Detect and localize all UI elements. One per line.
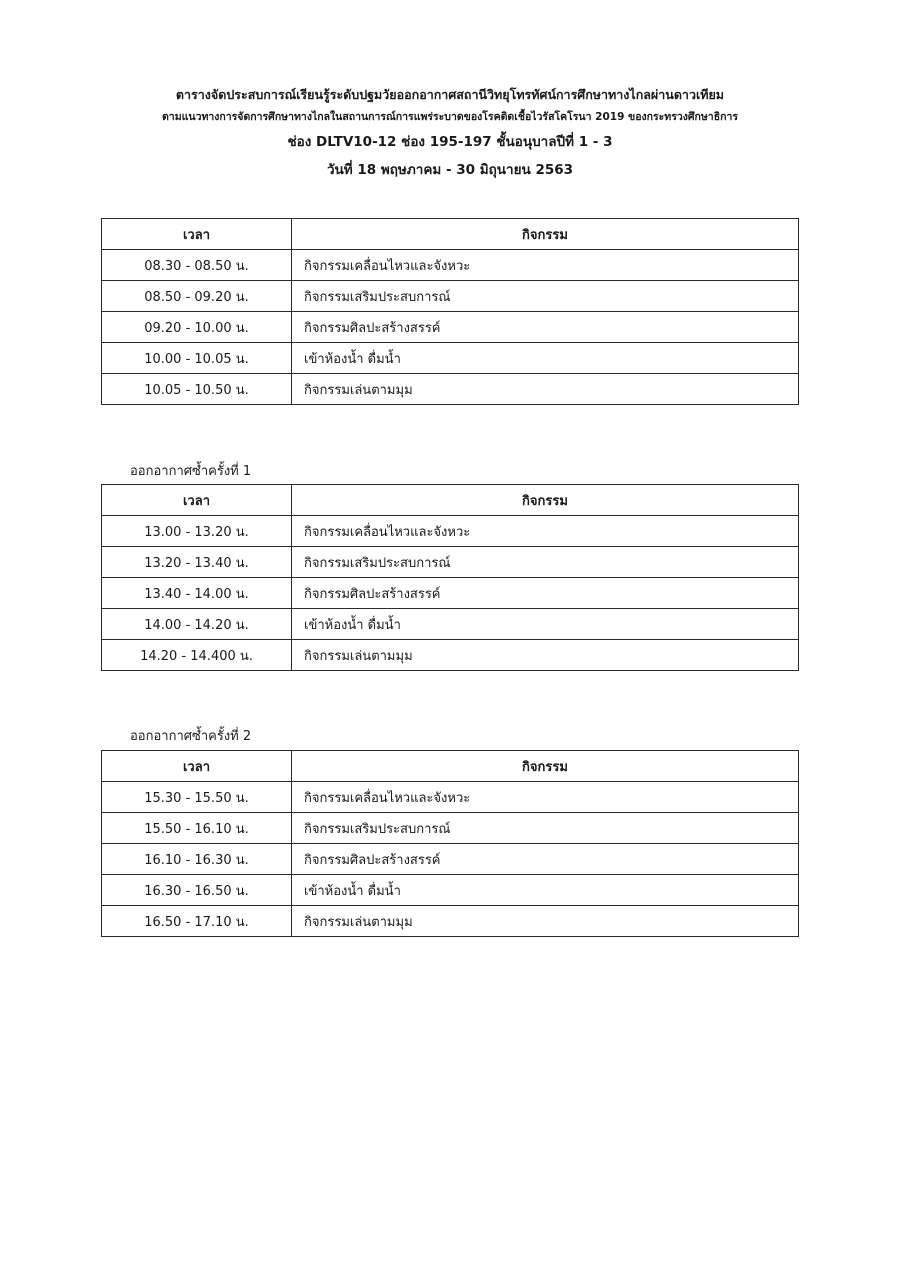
table-row <box>102 312 799 343</box>
time-cell: 13.40 - 14.00 น. <box>102 578 292 609</box>
activity-cell: เข้าห้องน้ำ ดื่มน้ำ <box>292 609 799 640</box>
time-cell: 13.00 - 13.20 น. <box>102 516 292 547</box>
time-column-header: เวลา <box>102 751 292 782</box>
time-cell: 15.30 - 15.50 น. <box>102 782 292 813</box>
table-row <box>102 844 799 875</box>
time-cell: 16.10 - 16.30 น. <box>102 844 292 875</box>
document-subtitle: ตามแนวทางการจัดการศึกษาทางไกลในสถานการณ์การแพร่ระบาดของโรคติดเชื้อไวรัสโคโรนา 2019 ของกระทรวงศึกษาธิการ <box>161 111 739 123</box>
table-row <box>102 516 799 547</box>
time-cell: 09.20 - 10.00 น. <box>102 312 292 343</box>
schedule-table-main <box>101 218 799 405</box>
table-header-row <box>102 219 799 250</box>
activity-cell: กิจกรรมศิลปะสร้างสรรค์ <box>292 578 799 609</box>
time-cell: 16.30 - 16.50 น. <box>102 875 292 906</box>
time-cell: 10.00 - 10.05 น. <box>102 343 292 374</box>
activity-cell: กิจกรรมเล่นตามมุม <box>292 906 799 937</box>
time-cell: 15.50 - 16.10 น. <box>102 813 292 844</box>
time-cell: 14.00 - 14.20 น. <box>102 609 292 640</box>
activity-cell: กิจกรรมเล่นตามมุม <box>292 640 799 671</box>
activity-cell: เข้าห้องน้ำ ดื่มน้ำ <box>292 343 799 374</box>
activity-cell: กิจกรรมเคลื่อนไหวและจังหวะ <box>292 782 799 813</box>
table-row <box>102 640 799 671</box>
activity-column-header: กิจกรรม <box>292 751 799 782</box>
table-header-row <box>102 485 799 516</box>
rebroadcast-1-label: ออกอากาศซ้ำครั้งที่ 1 <box>130 464 252 479</box>
activity-column-header: กิจกรรม <box>292 219 799 250</box>
table-header-row <box>102 751 799 782</box>
table-row <box>102 281 799 312</box>
activity-cell: กิจกรรมศิลปะสร้างสรรค์ <box>292 844 799 875</box>
channel-info: ช่อง DLTV10-12 ช่อง 195-197 ชั้นอนุบาลปีที่ 1 - 3 <box>287 134 613 150</box>
table-row <box>102 782 799 813</box>
time-cell: 16.50 - 17.10 น. <box>102 906 292 937</box>
table-row <box>102 250 799 281</box>
time-cell: 14.20 - 14.400 น. <box>102 640 292 671</box>
activity-cell: กิจกรรมเคลื่อนไหวและจังหวะ <box>292 516 799 547</box>
table-row <box>102 374 799 405</box>
time-column-header: เวลา <box>102 485 292 516</box>
rebroadcast-2-label: ออกอากาศซ้ำครั้งที่ 2 <box>130 729 252 744</box>
time-cell: 13.20 - 13.40 น. <box>102 547 292 578</box>
activity-cell: กิจกรรมเสริมประสบการณ์ <box>292 813 799 844</box>
activity-cell: กิจกรรมเสริมประสบการณ์ <box>292 281 799 312</box>
document-title: ตารางจัดประสบการณ์เรียนรู้ระดับปฐมวัยออกอากาศสถานีวิทยุโทรทัศน์การศึกษาทางไกลผ่านดาวเทียม <box>175 87 725 102</box>
time-column-header: เวลา <box>102 219 292 250</box>
activity-cell: กิจกรรมศิลปะสร้างสรรค์ <box>292 312 799 343</box>
activity-cell: กิจกรรมเสริมประสบการณ์ <box>292 547 799 578</box>
time-cell: 08.50 - 09.20 น. <box>102 281 292 312</box>
time-cell: 10.05 - 10.50 น. <box>102 374 292 405</box>
schedule-table-rebroadcast-1 <box>101 484 799 671</box>
table-row <box>102 813 799 844</box>
activity-column-header: กิจกรรม <box>292 485 799 516</box>
time-cell: 08.30 - 08.50 น. <box>102 250 292 281</box>
table-row <box>102 578 799 609</box>
table-row <box>102 547 799 578</box>
date-range: วันที่ 18 พฤษภาคม - 30 มิถุนายน 2563 <box>326 162 574 178</box>
activity-cell: กิจกรรมเล่นตามมุม <box>292 374 799 405</box>
activity-cell: เข้าห้องน้ำ ดื่มน้ำ <box>292 875 799 906</box>
schedule-table-rebroadcast-2 <box>101 750 799 937</box>
activity-cell: กิจกรรมเคลื่อนไหวและจังหวะ <box>292 250 799 281</box>
table-row <box>102 609 799 640</box>
document-header <box>60 84 840 184</box>
table-row <box>102 906 799 937</box>
table-row <box>102 875 799 906</box>
table-row <box>102 343 799 374</box>
